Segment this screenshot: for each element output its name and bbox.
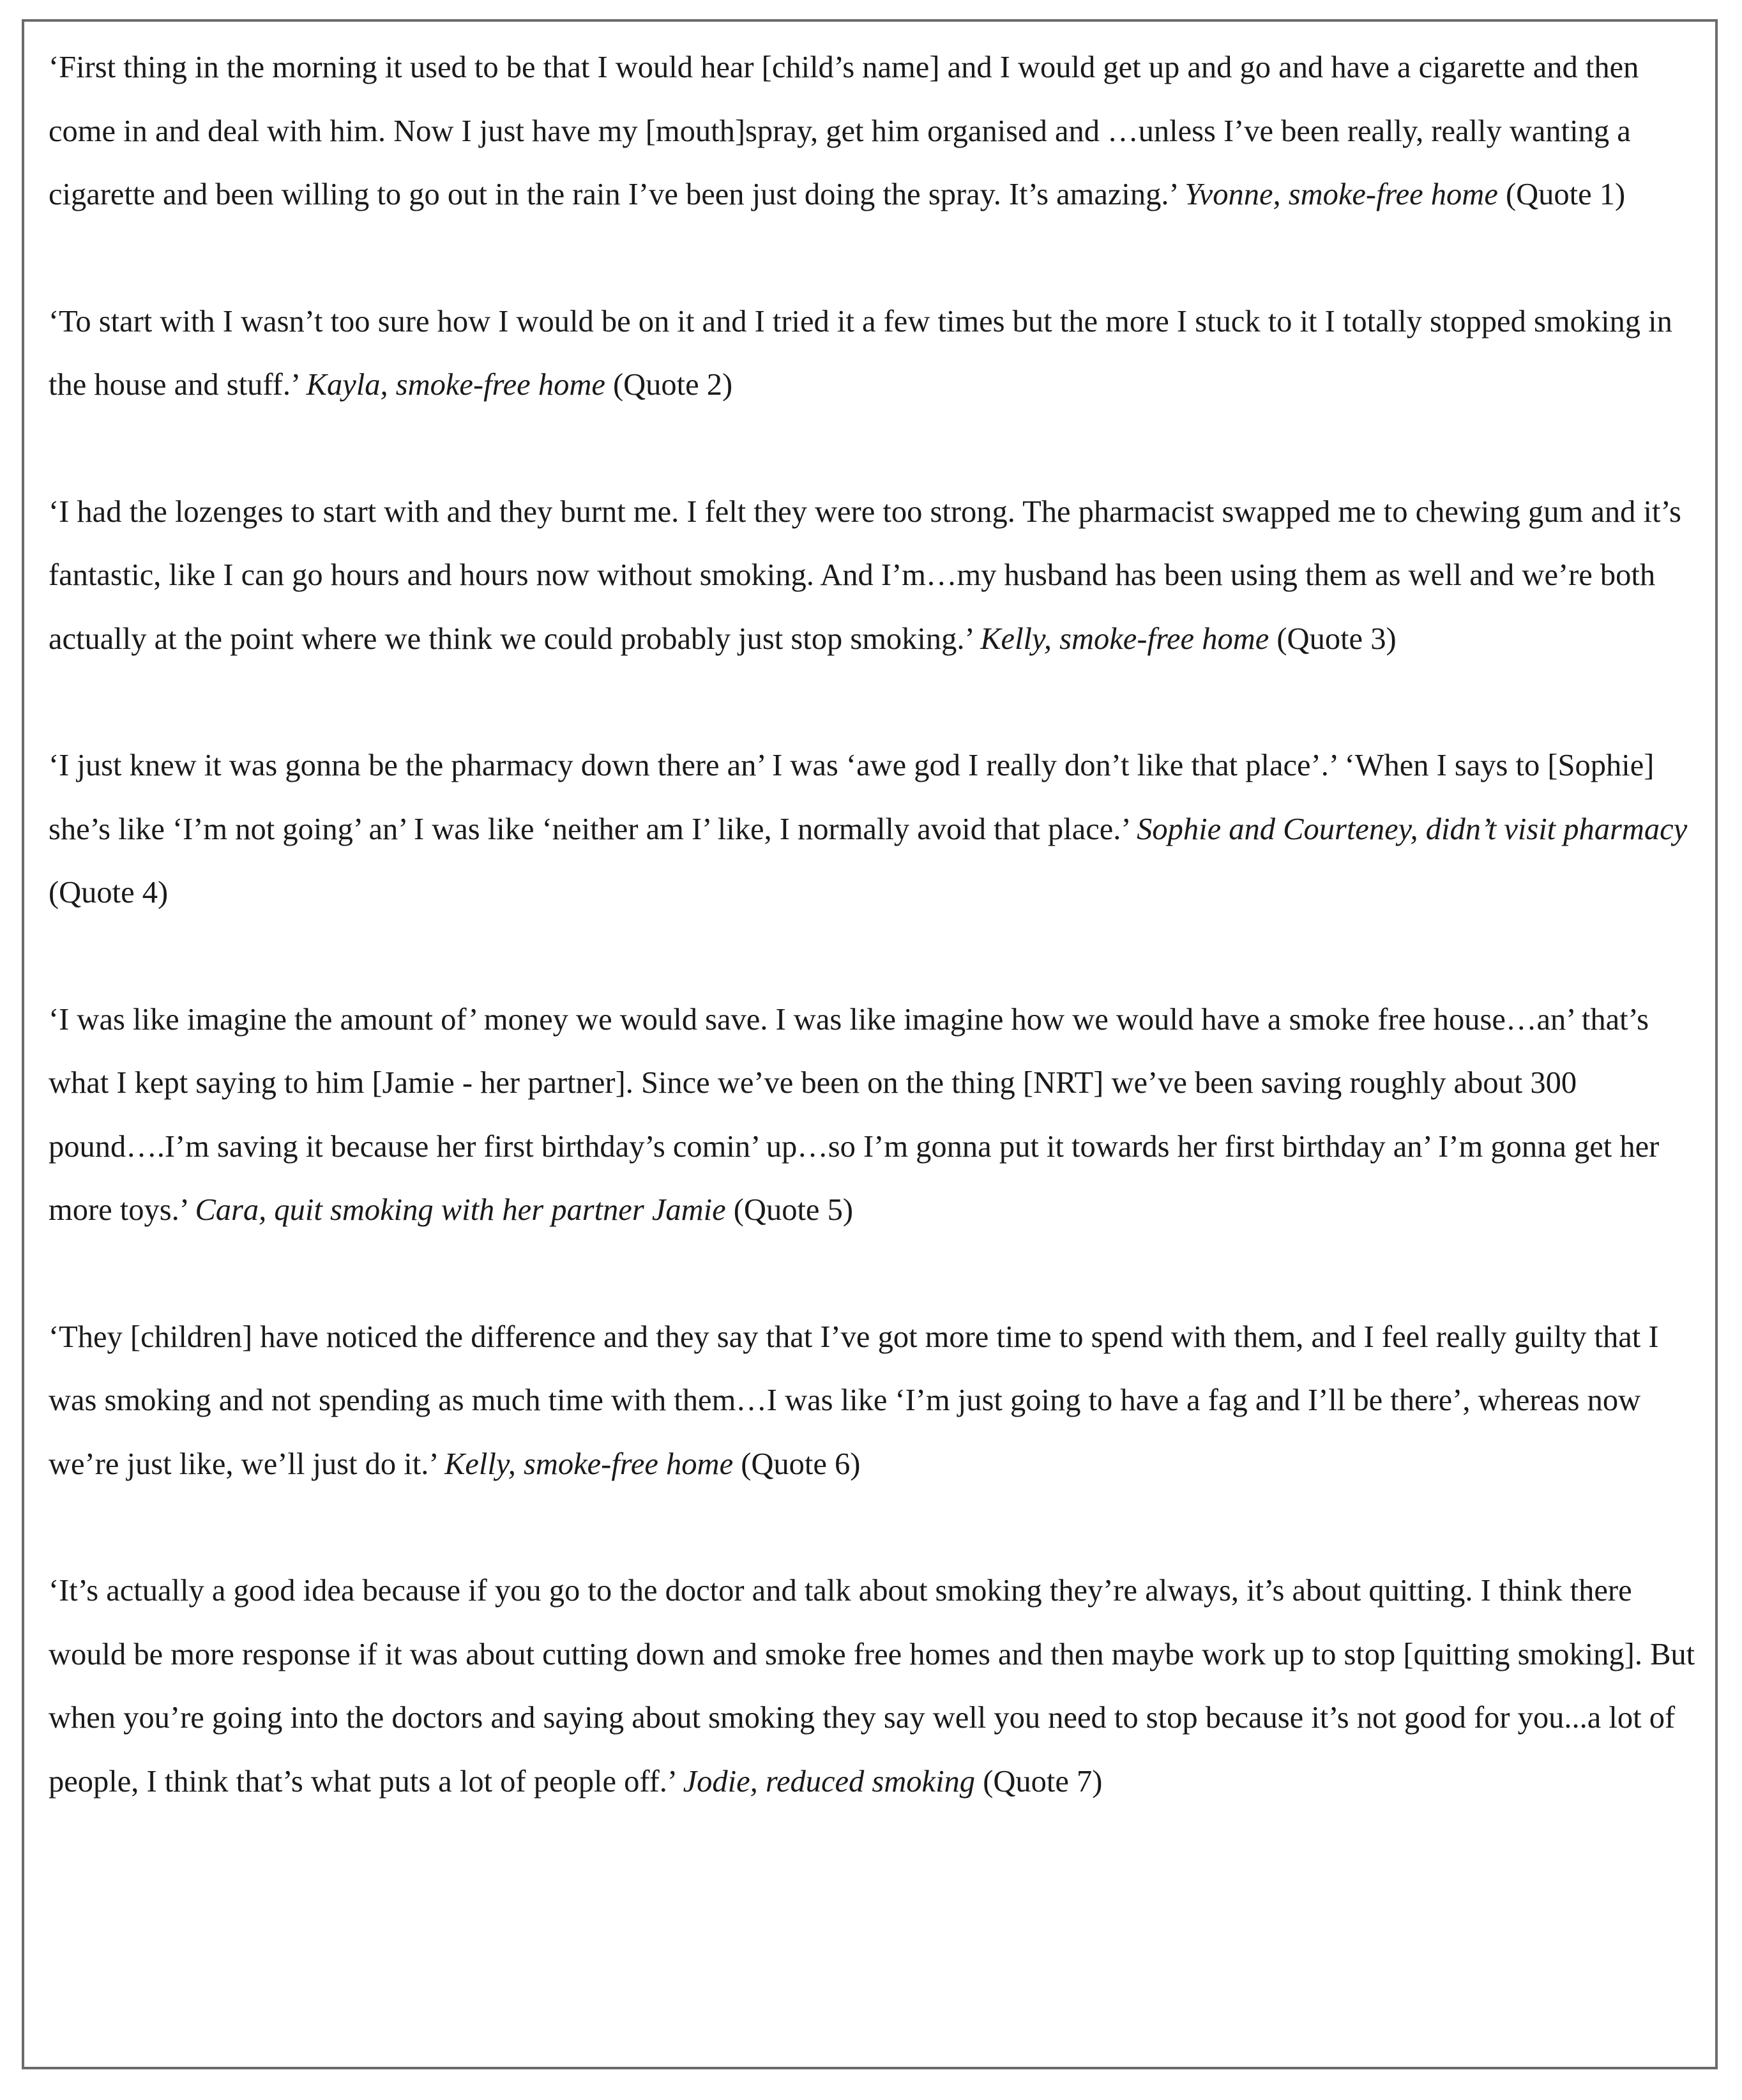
quote-4 [49,734,1699,925]
quote-label: (Quote 3) [1276,621,1397,656]
quote-attribution: Yvonne, smoke-free home [1185,178,1498,211]
quote-text: ‘I just knew it was gonna be the pharmacy down there an’ I was ‘awe god I really don’t like that place’.’ ‘When I says to [Sophie] she’s like ‘I’m not going’ an’ I was like ‘neither am I’ like, I normally avoid that place.’ [49,749,1655,846]
quote-label: (Quote 4) [49,876,169,909]
quote-text: ‘First thing in the morning it used to be that I would hear [child’s name] and I would get up and go and have a cigarette and then come in and deal with him. Now I just have my [mouth]spray, get him organised and …unless I’ve been really, really wanting a cigarette and been willing to go out in the rain I’ve been just doing the spray. It’s amazing.’ [49,50,1639,211]
quote-text: ‘I was like imagine the amount of’ money we would save. I was like imagine how we would have a smoke free house…an’ that’s what I kept saying to him [Jamie - her partner]. Since we’ve been on the thing [NRT] we’ve been saving roughly about 300 pound….I’m saving it because her first birthday’s comin’ up…so I’m gonna put it towards her first birthday an’ I’m gonna get her more toys.’ [49,1002,1660,1227]
quote-text: ‘They [children] have noticed the difference and they say that I’ve got more time to spend with them, and I feel really guilty that I was smoking and not spending as much time with them…I was like ‘I’m just going to have a fag and I’ll be there’, whereas now we’re just like, we’ll just do it.’ [49,1320,1659,1481]
quote-2 [49,290,1699,417]
quote-text: ‘To start with I wasn’t too sure how I would be on it and I tried it a few times but the more I stuck to it I totally stopped smoking in the house and stuff.’ [49,304,1672,402]
quote-label: (Quote 1) [1506,178,1626,211]
quote-box [22,19,1718,2069]
quote-label: (Quote 5) [733,1193,853,1227]
quote-7 [49,1559,1699,1813]
quote-attribution: Kelly, smoke-free home [980,621,1269,656]
quote-text: ‘It’s actually a good idea because if you go to the doctor and talk about smoking they’re always, it’s about quitting. I think there would be more response if it was about cutting down and smoke free homes and then maybe work up to stop [quitting smoking]. But when you’re going into the doctors and saying about smoking they say well you need to stop because it’s not good for you...a lot of people, I think that’s what puts a lot of people off.’ [49,1574,1695,1799]
quote-5 [49,988,1699,1242]
quote-text: ‘I had the lozenges to start with and they burnt me. I felt they were too strong. The pharmacist swapped me to chewing gum and it’s fantastic, like I can go hours and hours now without smoking. And I’m…my husband has been using them as well and we’re both actually at the point where we think we could probably just stop smoking.’ [49,494,1681,656]
quote-attribution: Cara, quit smoking with her partner Jamie [195,1193,726,1227]
quote-attribution: Kayla, smoke-free home [306,368,605,402]
quote-attribution: Kelly, smoke-free home [444,1447,734,1481]
quote-3 [49,480,1699,671]
quote-label: (Quote 7) [983,1764,1103,1799]
quote-label: (Quote 2) [613,368,733,402]
quote-6 [49,1305,1699,1496]
quote-label: (Quote 6) [741,1447,861,1481]
quote-1 [49,36,1699,227]
quote-attribution: Jodie, reduced smoking [683,1764,976,1799]
quote-attribution: Sophie and Courteney, didn’t visit pharmacy [1137,812,1688,846]
